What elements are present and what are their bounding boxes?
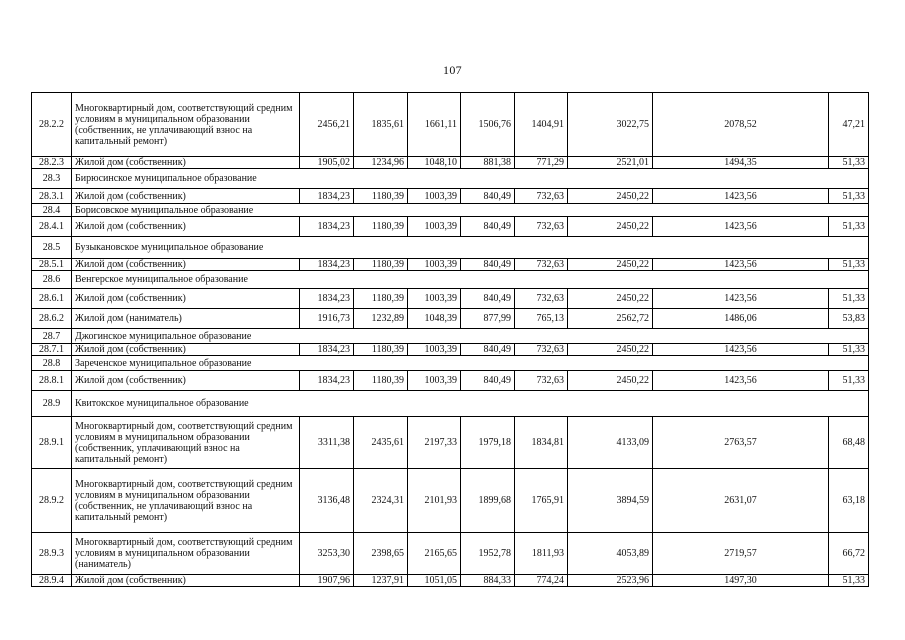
section-title: Бирюсинское муниципальное образование (72, 169, 869, 189)
value-cell: 1180,39 (354, 217, 408, 237)
value-cell: 63,18 (829, 469, 869, 533)
value-cell: 2450,22 (568, 371, 653, 391)
value-cell: 2435,61 (354, 417, 408, 469)
section-title: Борисовское муниципальное образование (72, 204, 869, 217)
row-name: Многоквартирный дом, соответствующий средним условиям в муниципальном образовании (собственник, не уплачивающий взнос на капитальный ремонт) (72, 93, 300, 157)
value-cell: 68,48 (829, 417, 869, 469)
value-cell: 840,49 (461, 259, 515, 271)
value-cell: 1916,73 (300, 309, 354, 329)
row-code: 28.9.1 (32, 417, 72, 469)
row-code: 28.9.2 (32, 469, 72, 533)
value-cell: 1180,39 (354, 289, 408, 309)
row-code: 28.9 (32, 391, 72, 417)
value-cell: 1905,02 (300, 157, 354, 169)
value-cell: 2562,72 (568, 309, 653, 329)
value-cell: 1661,11 (408, 93, 461, 157)
section-title: Зареченское муниципальное образование (72, 356, 869, 371)
value-cell: 1423,56 (653, 371, 829, 391)
value-cell: 51,33 (829, 575, 869, 587)
value-cell: 1979,18 (461, 417, 515, 469)
value-cell: 1180,39 (354, 259, 408, 271)
value-cell: 2398,65 (354, 533, 408, 575)
row-name: Жилой дом (собственник) (72, 157, 300, 169)
value-cell: 3894,59 (568, 469, 653, 533)
row-name: Жилой дом (собственник) (72, 259, 300, 271)
value-cell: 1834,23 (300, 259, 354, 271)
value-cell: 2719,57 (653, 533, 829, 575)
value-cell: 1423,56 (653, 344, 829, 356)
value-cell: 2450,22 (568, 189, 653, 204)
value-cell: 732,63 (515, 217, 568, 237)
value-cell: 2197,33 (408, 417, 461, 469)
value-cell: 2101,93 (408, 469, 461, 533)
value-cell: 51,33 (829, 217, 869, 237)
value-cell: 1423,56 (653, 217, 829, 237)
value-cell: 1003,39 (408, 259, 461, 271)
table-row (32, 189, 869, 204)
section-row (32, 356, 869, 371)
value-cell: 1180,39 (354, 344, 408, 356)
value-cell: 1834,23 (300, 289, 354, 309)
value-cell: 840,49 (461, 344, 515, 356)
value-cell: 1835,61 (354, 93, 408, 157)
value-cell: 53,83 (829, 309, 869, 329)
value-cell: 51,33 (829, 344, 869, 356)
table-row (32, 309, 869, 329)
table-body (32, 93, 869, 587)
section-title: Бузыкановское муниципальное образование (72, 237, 869, 259)
row-code: 28.8.1 (32, 371, 72, 391)
table-row (32, 575, 869, 587)
value-cell: 1423,56 (653, 189, 829, 204)
value-cell: 732,63 (515, 289, 568, 309)
row-name: Жилой дом (собственник) (72, 344, 300, 356)
value-cell: 2450,22 (568, 259, 653, 271)
value-cell: 1003,39 (408, 371, 461, 391)
row-name: Жилой дом (собственник) (72, 575, 300, 587)
table-row (32, 371, 869, 391)
table-row (32, 344, 869, 356)
value-cell: 2078,52 (653, 93, 829, 157)
value-cell: 1952,78 (461, 533, 515, 575)
row-code: 28.3 (32, 169, 72, 189)
row-name: Жилой дом (собственник) (72, 371, 300, 391)
value-cell: 4133,09 (568, 417, 653, 469)
value-cell: 1765,91 (515, 469, 568, 533)
value-cell: 1003,39 (408, 189, 461, 204)
value-cell: 1048,39 (408, 309, 461, 329)
row-code: 28.4.1 (32, 217, 72, 237)
value-cell: 1003,39 (408, 344, 461, 356)
value-cell: 2450,22 (568, 289, 653, 309)
row-name: Жилой дом (собственник) (72, 289, 300, 309)
value-cell: 1899,68 (461, 469, 515, 533)
value-cell: 1051,05 (408, 575, 461, 587)
row-name: Многоквартирный дом, соответствующий средним условиям в муниципальном образовании (наниматель) (72, 533, 300, 575)
row-code: 28.9.3 (32, 533, 72, 575)
value-cell: 2450,22 (568, 217, 653, 237)
value-cell: 877,99 (461, 309, 515, 329)
section-title: Квитокское муниципальное образование (72, 391, 869, 417)
page-number: 107 (443, 63, 462, 77)
value-cell: 1494,35 (653, 157, 829, 169)
section-title: Джогинское муниципальное образование (72, 329, 869, 344)
row-name: Многоквартирный дом, соответствующий средним условиям в муниципальном образовании (собственник, не уплачивающий взнос на капитальный ремонт) (72, 469, 300, 533)
value-cell: 1180,39 (354, 371, 408, 391)
value-cell: 840,49 (461, 371, 515, 391)
value-cell: 51,33 (829, 289, 869, 309)
value-cell: 1404,91 (515, 93, 568, 157)
value-cell: 3253,30 (300, 533, 354, 575)
row-name: Жилой дом (собственник) (72, 217, 300, 237)
tariff-table (31, 92, 869, 587)
table-row (32, 217, 869, 237)
value-cell: 765,13 (515, 309, 568, 329)
value-cell: 1232,89 (354, 309, 408, 329)
value-cell: 1237,91 (354, 575, 408, 587)
row-code: 28.5 (32, 237, 72, 259)
value-cell: 1834,23 (300, 344, 354, 356)
row-code: 28.2.2 (32, 93, 72, 157)
value-cell: 840,49 (461, 217, 515, 237)
value-cell: 840,49 (461, 289, 515, 309)
value-cell: 1497,30 (653, 575, 829, 587)
value-cell: 840,49 (461, 189, 515, 204)
value-cell: 1834,23 (300, 371, 354, 391)
value-cell: 732,63 (515, 344, 568, 356)
row-code: 28.2.3 (32, 157, 72, 169)
value-cell: 1486,06 (653, 309, 829, 329)
table-row (32, 469, 869, 533)
value-cell: 2456,21 (300, 93, 354, 157)
value-cell: 2521,01 (568, 157, 653, 169)
value-cell: 1811,93 (515, 533, 568, 575)
value-cell: 1234,96 (354, 157, 408, 169)
value-cell: 3022,75 (568, 93, 653, 157)
value-cell: 3311,38 (300, 417, 354, 469)
value-cell: 1834,23 (300, 217, 354, 237)
row-code: 28.6 (32, 271, 72, 289)
value-cell: 66,72 (829, 533, 869, 575)
value-cell: 2631,07 (653, 469, 829, 533)
row-code: 28.7.1 (32, 344, 72, 356)
value-cell: 1180,39 (354, 189, 408, 204)
value-cell: 2450,22 (568, 344, 653, 356)
value-cell: 732,63 (515, 189, 568, 204)
row-code: 28.6.2 (32, 309, 72, 329)
section-row (32, 391, 869, 417)
row-name: Жилой дом (собственник) (72, 189, 300, 204)
value-cell: 774,24 (515, 575, 568, 587)
value-cell: 1834,81 (515, 417, 568, 469)
value-cell: 3136,48 (300, 469, 354, 533)
row-code: 28.7 (32, 329, 72, 344)
table-row (32, 157, 869, 169)
value-cell: 1506,76 (461, 93, 515, 157)
row-code: 28.4 (32, 204, 72, 217)
value-cell: 732,63 (515, 371, 568, 391)
value-cell: 1423,56 (653, 289, 829, 309)
table-row (32, 93, 869, 157)
section-row (32, 237, 869, 259)
value-cell: 4053,89 (568, 533, 653, 575)
value-cell: 1834,23 (300, 189, 354, 204)
value-cell: 1048,10 (408, 157, 461, 169)
row-code: 28.8 (32, 356, 72, 371)
section-row (32, 271, 869, 289)
section-row (32, 204, 869, 217)
value-cell: 881,38 (461, 157, 515, 169)
value-cell: 1003,39 (408, 217, 461, 237)
value-cell: 771,29 (515, 157, 568, 169)
row-code: 28.3.1 (32, 189, 72, 204)
value-cell: 1423,56 (653, 259, 829, 271)
section-title: Венгерское муниципальное образование (72, 271, 869, 289)
value-cell: 51,33 (829, 259, 869, 271)
value-cell: 51,33 (829, 189, 869, 204)
value-cell: 2165,65 (408, 533, 461, 575)
value-cell: 1907,96 (300, 575, 354, 587)
value-cell: 51,33 (829, 157, 869, 169)
value-cell: 1003,39 (408, 289, 461, 309)
row-name: Многоквартирный дом, соответствующий средним условиям в муниципальном образовании (собственник, уплачивающий взнос на капитальный ремонт) (72, 417, 300, 469)
table-row (32, 417, 869, 469)
value-cell: 2763,57 (653, 417, 829, 469)
section-row (32, 329, 869, 344)
row-code: 28.9.4 (32, 575, 72, 587)
value-cell: 2523,96 (568, 575, 653, 587)
section-row (32, 169, 869, 189)
value-cell: 732,63 (515, 259, 568, 271)
value-cell: 2324,31 (354, 469, 408, 533)
row-code: 28.6.1 (32, 289, 72, 309)
row-code: 28.5.1 (32, 259, 72, 271)
value-cell: 51,33 (829, 371, 869, 391)
row-name: Жилой дом (наниматель) (72, 309, 300, 329)
table-row (32, 533, 869, 575)
value-cell: 884,33 (461, 575, 515, 587)
table-row (32, 259, 869, 271)
value-cell: 47,21 (829, 93, 869, 157)
table-row (32, 289, 869, 309)
